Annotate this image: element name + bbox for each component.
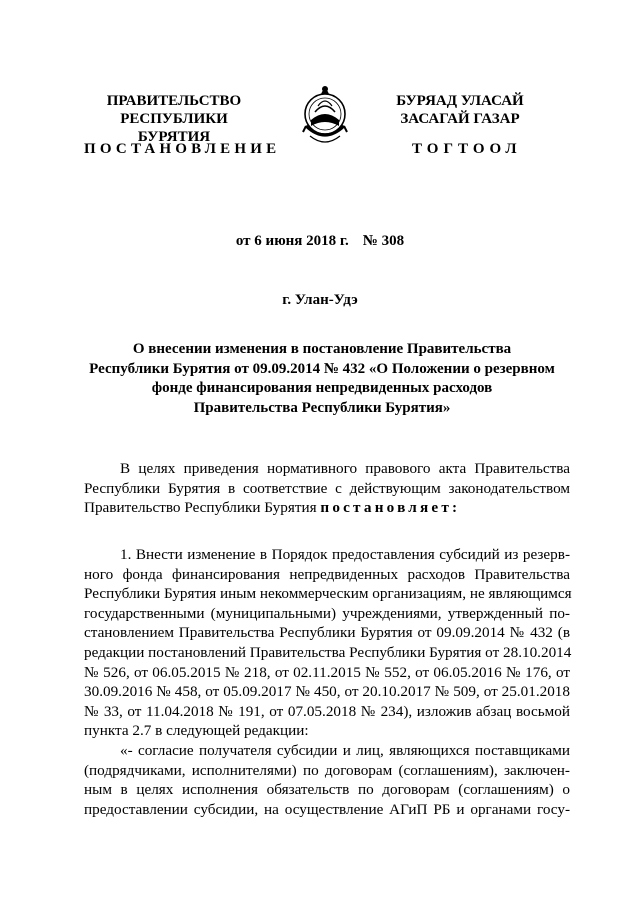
doc-type-right: ТОГТООЛ bbox=[412, 141, 522, 157]
text-line: предоставлении субсидии, на осуществление АГиП РБ и органами госу- bbox=[84, 800, 570, 818]
text-line: редакции постановлений Правительства Республики Бурятия от 28.10.2014 bbox=[84, 643, 572, 661]
text-line: «- согласие получателя субсидии и лиц, являющихся поставщиками bbox=[120, 741, 570, 759]
text-line: (подрядчиками, исполнителями) по договорам (соглашениям), заключен- bbox=[84, 761, 570, 779]
title-line: фонде финансирования непредвиденных расходов bbox=[151, 380, 493, 396]
text-line: Республики Бурятия в соответствие с действующим законодательством bbox=[84, 479, 570, 497]
coat-of-arms-icon bbox=[300, 78, 350, 154]
resolves-word: постановляет: bbox=[320, 499, 461, 517]
text-line: В целях приведения нормативного правового акта Правительства bbox=[120, 460, 570, 477]
text-line bbox=[84, 498, 570, 518]
text-line: государственными (муниципальными) учреждениями, утвержденный по- bbox=[84, 604, 570, 622]
paragraph-preamble bbox=[84, 459, 570, 518]
text-line: ного фонда финансирования непредвиденных расходов Правительства bbox=[84, 565, 570, 583]
doc-date: от 6 июня 2018 г. bbox=[235, 233, 349, 249]
preamble-prefix: Правительство Республики Бурятия bbox=[84, 499, 321, 517]
city-line: г. Улан-Удэ bbox=[282, 292, 358, 308]
paragraph-item-1 bbox=[84, 545, 570, 819]
document-title bbox=[82, 340, 562, 418]
doc-number: № 308 bbox=[362, 233, 405, 249]
text-line: становлением Правительства Республики Бурятия от 09.09.2014 № 432 (в bbox=[84, 624, 570, 642]
doc-type-left: ПОСТАНОВЛЕНИЕ bbox=[84, 141, 281, 157]
header-right bbox=[370, 92, 550, 128]
text-line: ным в целях исполнения обязательств по договорам (соглашениям) о bbox=[84, 781, 570, 799]
text-line: пункта 2.7 в следующей редакции: bbox=[84, 722, 309, 740]
text-line: 1. Внести изменение в Порядок предоставления субсидий из резерв- bbox=[120, 546, 570, 563]
header-left-line: РЕСПУБЛИКИ БУРЯТИЯ bbox=[120, 111, 228, 145]
header-left bbox=[84, 92, 264, 146]
date-line bbox=[0, 233, 640, 250]
header-right-line: БУРЯАД УЛАСАЙ bbox=[396, 93, 524, 109]
header-left-line: ПРАВИТЕЛЬСТВО bbox=[106, 93, 242, 109]
title-line: Правительства Республики Бурятия» bbox=[193, 399, 451, 416]
text-line: № 33, от 11.04.2018 № 191, от 07.05.2018 № 234), изложив абзац восьмой bbox=[84, 702, 570, 720]
text-line: Республики Бурятия иным некоммерческим организациям, не являющимся bbox=[84, 585, 572, 603]
header-right-line: ЗАСАГАЙ ГАЗАР bbox=[400, 111, 520, 127]
text-line: № 526, от 06.05.2015 № 218, от 02.11.2015 № 552, от 06.05.2016 № 176, от bbox=[84, 663, 570, 681]
title-line: Республики Бурятия от 09.09.2014 № 432 «О Положении о резервном bbox=[89, 360, 555, 377]
text-line: 30.09.2016 № 458, от 05.09.2017 № 450, от 20.10.2017 № 509, от 25.01.2018 bbox=[84, 683, 570, 701]
title-line: О внесении изменения в постановление Правительства bbox=[132, 341, 512, 357]
